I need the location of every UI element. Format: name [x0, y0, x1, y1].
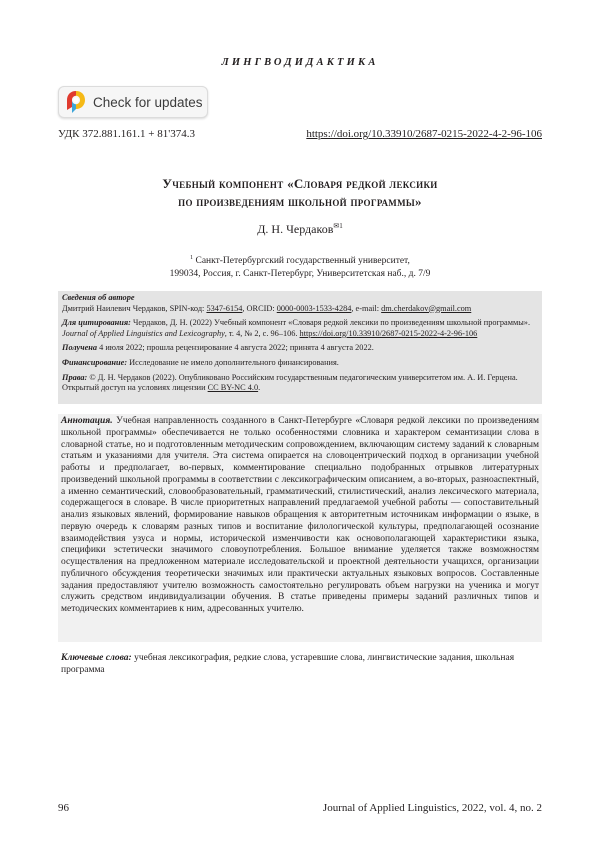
license-link[interactable]: CC BY-NC 4.0 — [207, 383, 259, 393]
check-for-updates-label: Check for updates — [93, 94, 203, 110]
journal-footer: Journal of Applied Linguistics, 2022, vol. 4, no. 2 — [322, 802, 542, 814]
citation-journal: Journal of Applied Linguistics and Lexicography — [62, 328, 225, 338]
citation-doi-link[interactable]: https://doi.org/10.33910/2687-0215-2022-4-2-96-106 — [299, 328, 478, 338]
abstract-label: Аннотация. — [61, 416, 113, 426]
affiliation — [0, 252, 600, 280]
funding-label: Финансирование: — [62, 357, 128, 367]
author-mail-mark: ✉1 — [333, 222, 343, 230]
citation-text: Чердаков, Д. Н. (2022) Учебный компонент «Словаря редкой лексики по произведениям школьной программы». — [130, 318, 531, 328]
rights-end: . — [258, 383, 261, 393]
affil-line1: Санкт-Петербургский государственный университет, — [195, 256, 410, 267]
citation-label: Для цитирования: — [62, 318, 131, 328]
funding-text: Исследование не имело дополнительного финансирования. — [127, 357, 339, 367]
orcid-prefix: , ORCID: — [242, 303, 277, 313]
section-title: ЛИНГВОДИДАКТИКА — [221, 57, 379, 68]
citation-tail: , т. 4, № 2, с. 96–106. — [224, 328, 300, 338]
rights-label: Права: — [62, 372, 88, 382]
author-info-text: Дмитрий Наилевич Чердаков, SPIN-код: — [62, 303, 207, 313]
article-title-line2: по произведениям школьной программы» — [178, 194, 422, 209]
abstract — [58, 416, 542, 616]
keywords — [58, 653, 542, 677]
article-info-box — [58, 291, 542, 404]
udc-code: УДК 372.881.161.1 + 81'374.3 — [58, 128, 195, 140]
doi-link[interactable]: https://doi.org/10.33910/2687-0215-2022-4-2-96-106 — [306, 128, 542, 140]
keywords-label: Ключевые слова: — [61, 653, 132, 663]
article-title-line1: Учебный компонент «Словаря редкой лексики — [162, 176, 438, 191]
author-info-label: Сведения об авторе — [62, 293, 135, 302]
spin-link[interactable]: 5347-6154 — [206, 303, 243, 313]
page-number: 96 — [58, 802, 69, 814]
received-label: Получена — [62, 343, 98, 353]
email-link[interactable]: dm.cherdakov@gmail.com — [381, 303, 472, 313]
check-for-updates-button[interactable] — [58, 86, 208, 118]
author-line — [0, 222, 600, 237]
rights-text: © Д. Н. Чердаков (2022). Опубликовано Российским государственным педагогическим университетом им. А. И. Герцена. Открытый доступ на условиях лицензии — [62, 372, 518, 393]
crossmark-icon — [65, 90, 87, 114]
affil-line2: 199034, Россия, г. Санкт-Петербург, Университетская наб., д. 7/9 — [169, 268, 431, 279]
affil-sup: 1 — [190, 255, 194, 261]
author-name: Д. Н. Чердаков — [257, 222, 334, 236]
received-text: 4 июля 2022; прошла рецензирование 4 августа 2022; принята 4 августа 2022. — [97, 343, 374, 353]
article-title — [60, 175, 540, 211]
email-prefix: , e-mail: — [351, 303, 382, 313]
keywords-text: учебная лексикография, редкие слова, устаревшие слова, лингвистические задания, школьная программа — [61, 653, 515, 675]
orcid-link[interactable]: 0000-0003-1533-4284 — [276, 303, 352, 313]
abstract-text: Учебная направленность созданного в Санкт-Петербурге «Словаря редкой лексики по произведениям школьной программы» обеспечивается не только особенностями словника и характером семантизации слова в словарной статье, но и подготовленным методическим сопровождением, включающим систему заданий к словарным статьям и указаниями для учителя. Эта система опирается на словоцентрический подход в организации учебной работы и предполагает, во-первых, комментирование специально подобранных отрывков литературных произведений школьной программы в соответствии с лексикографическим описанием, а во-вторых, разноаспектный, а именно семантический, словообразовательный, грамматический, стилистический, анализ лексического материала, содержащегося в словаре. В числе приоритетных направлений предлагаемой учебной работы — сопоставительный анализ языковых явлений, формирование навыков обращения к авторитетным источникам информации о языке, в первую очередь к словарям разных типов и воспитание филологической культуры, предполагающей осознание взаимодействия узуса и нормы, исторической изменчивости как основополагающей характеристики языка, специфики эстетически значимого словоупотребления. Большое внимание уделяется также возможностям осуществления на предложенном материале исследовательской и проектной деятельности учащихся, организации публичного обсуждения теоретически значимых или практически актуальных языковых вопросов. Составленные задания предоставляют учителю возможность самостоятельно регулировать объем нагрузки на ученика и могут служить средством индивидуализации обучения. В статье приведены примеры заданий различных типов и методических комментариев к ним, адресованных учителю. — [61, 416, 539, 614]
